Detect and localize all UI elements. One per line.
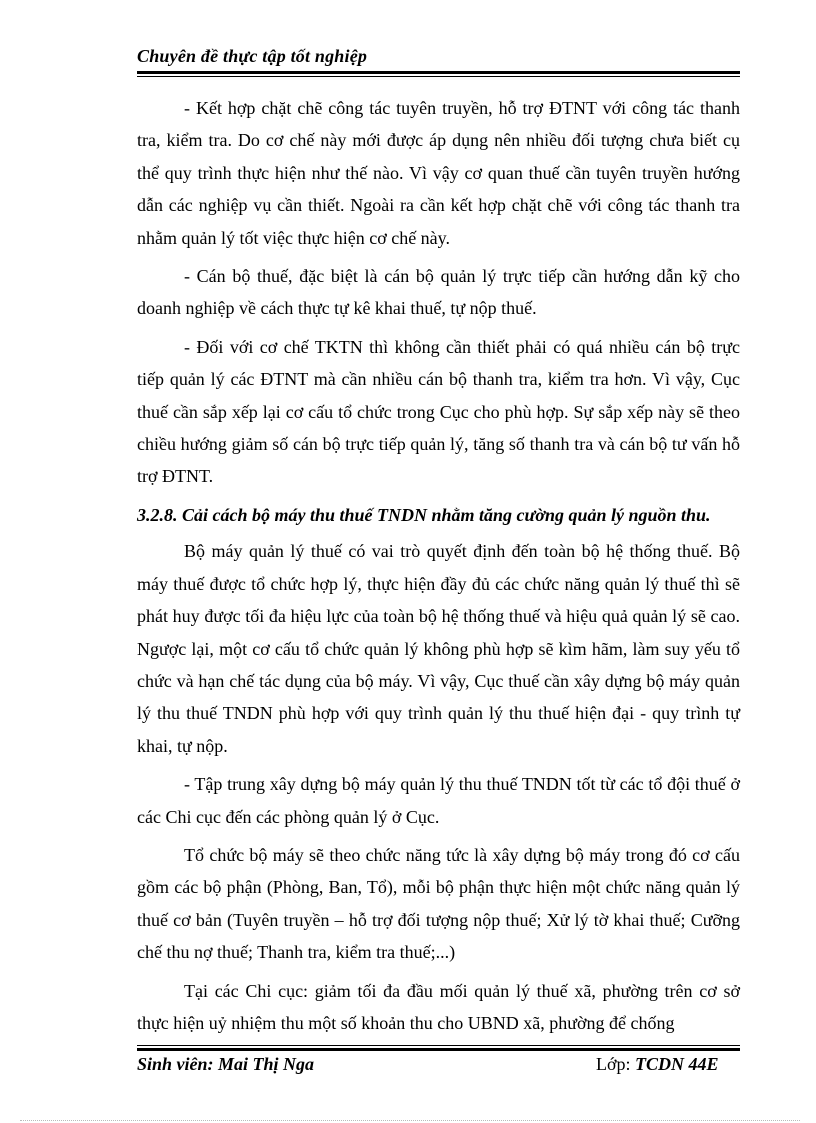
footer-student: Sinh viên: Mai Thị Nga: [137, 1054, 315, 1074]
footer-class-value: TCDN 44E: [635, 1054, 719, 1074]
footer-rule-thin: [137, 1045, 740, 1046]
paragraph-focus-build: - Tập trung xây dựng bộ máy quản lý thu thuế TNDN tốt từ các tổ đội thuế ở các Chi cục đến các phòng quản lý ở Cục.: [137, 774, 740, 827]
paragraph-functional-org: Tổ chức bộ máy sẽ theo chức năng tức là xây dựng bộ máy trong đó cơ cấu gồm các bộ phận (Phòng, Ban, Tổ), mỗi bộ phận thực hiện một chức năng quản lý thuế cơ bản (Tuyên truyền – hỗ trợ đối tượng nộp thuế; Xử lý tờ khai thuế; Cưỡng chế thu nợ thuế; Thanh tra, kiểm tra thuế;...): [137, 844, 740, 963]
page-bottom-edge: [20, 1120, 800, 1121]
footer-rule-thick: [137, 1048, 740, 1051]
document-body: [137, 92, 740, 1045]
paragraph-tax-officers: - Cán bộ thuế, đặc biệt là cán bộ quản lý trực tiếp cần hướng dẫn kỹ cho doanh nghiệp về cách thực tự kê khai thuế, tự nộp thuế.: [137, 266, 740, 319]
paragraph-tktn-mechanism: - Đối với cơ chế TKTN thì không cần thiết phải có quá nhiều cán bộ trực tiếp quản lý các ĐTNT mà cần nhiều cán bộ thanh tra, kiểm tra hơn. Vì vậy, Cục thuế cần sắp xếp lại cơ cấu tổ chức trong Cục cho phù hợp. Sự sắp xếp này sẽ theo chiều hướng giảm số cán bộ trực tiếp quản lý, tăng số thanh tra và cán bộ tư vấn hỗ trợ ĐTNT.: [137, 336, 740, 487]
header-rule-thick: [137, 71, 740, 74]
paragraph-branches: Tại các Chi cục: giảm tối đa đầu mối quản lý thuế xã, phường trên cơ sở thực hiện uỷ nhiệm thu một số khoản thu cho UBND xã, phường để chống: [137, 980, 740, 1033]
page-header-title: Chuyên đề thực tập tốt nghiệp: [137, 46, 368, 66]
paragraph-coordination: - Kết hợp chặt chẽ công tác tuyên truyền, hỗ trợ ĐTNT với công tác thanh tra, kiểm tra. Do cơ chế này mới được áp dụng nên nhiều đối tượng chưa biết cụ thể quy trình thực hiện như thế nào. Vì vậy cơ quan thuế cần tuyên truyền hướng dẫn các nghiệp vụ cần thiết. Ngoài ra cần kết hợp chặt chẽ với công tác thanh tra nhằm quản lý tốt việc thực hiện cơ chế này.: [137, 98, 740, 248]
footer-class-label: Lớp:: [596, 1054, 631, 1074]
footer-class: [596, 1054, 719, 1075]
paragraph-apparatus-role: Bộ máy quản lý thuế có vai trò quyết định đến toàn bộ hệ thống thuế. Bộ máy thuế được tổ chức hợp lý, thực hiện đầy đủ các chức năng quản lý thuế thì sẽ phát huy được tối đa hiệu lực của toàn bộ hệ thống thuế và hiệu quả quản lý sẽ cao. Ngược lại, một cơ cấu tổ chức quản lý không phù hợp sẽ kìm hãm, làm suy yếu tổ chức và hạn chế tác dụng của bộ máy. Vì vậy, Cục thuế cần xây dựng bộ máy quản lý thu thuế TNDN phù hợp với quy trình quản lý thu thuế hiện đại - quy trình tự khai, tự nộp.: [137, 541, 740, 756]
section-heading: 3.2.8. Cải cách bộ máy thu thuế TNDN nhằm tăng cường quản lý nguồn thu.: [137, 504, 711, 525]
header-rule-thin: [137, 76, 740, 77]
